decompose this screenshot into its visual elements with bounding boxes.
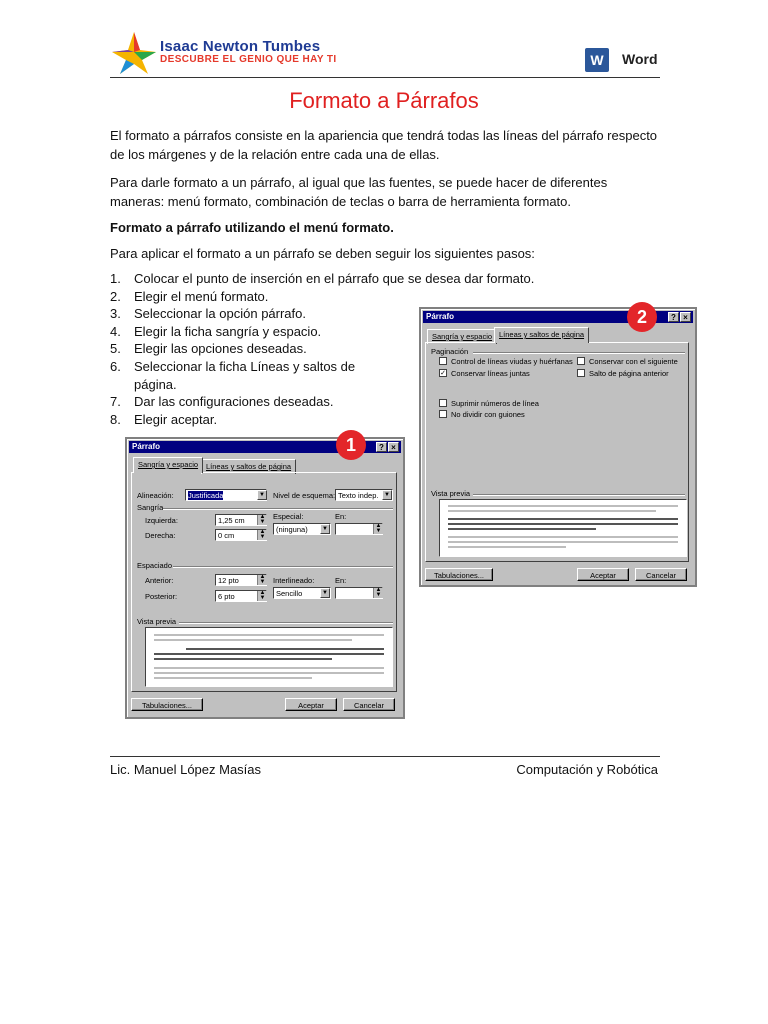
chevron-down-icon[interactable]: ▼ — [257, 490, 267, 500]
widow-control-label: Control de líneas viudas y huérfanas — [451, 357, 573, 366]
divider — [473, 352, 685, 354]
at-label: En: — [335, 576, 347, 585]
spinner-icon[interactable]: ▲ ▼ — [257, 591, 267, 601]
outline-level-select[interactable]: Texto indep. — [335, 489, 393, 501]
page-break-before-checkbox[interactable] — [577, 369, 585, 377]
cancel-button[interactable]: Cancelar — [343, 698, 395, 711]
spinner-icon[interactable]: ▲ ▼ — [257, 530, 267, 540]
list-item: 2. Elegir el menú formato. — [110, 288, 269, 304]
tab-lines-breaks[interactable]: Líneas y saltos de página — [494, 327, 589, 343]
paragraph-dialog-indent — [125, 437, 405, 719]
chevron-down-icon[interactable]: ▼ — [382, 490, 392, 500]
cancel-button[interactable]: Cancelar — [635, 568, 687, 581]
word-logo — [585, 46, 661, 74]
list-item: 6. Seleccionar la ficha Líneas y saltos de página. — [110, 358, 356, 392]
divider — [173, 566, 393, 568]
indent-group-label: Sangría — [137, 503, 164, 512]
spinner-icon[interactable]: ▲ ▼ — [257, 575, 267, 585]
chevron-down-icon[interactable]: ▼ — [320, 524, 330, 534]
keep-lines-together-label: Conservar líneas juntas — [451, 369, 530, 378]
brand-tagline: DESCUBRE EL GENIO QUE HAY TI — [160, 54, 337, 65]
pagination-group-label: Paginación — [431, 347, 469, 356]
suppress-line-numbers-label: Suprimir números de línea — [451, 399, 539, 408]
intro-paragraph: El formato a párrafos consiste en la apariencia que tendrá todas las líneas del párrafo respecto de los márgenes y de la relación entre cada una de ellas. — [110, 128, 658, 162]
list-item: 1. Colocar el punto de inserción en el párrafo que se desea dar formato. — [110, 271, 535, 286]
help-button[interactable]: ? — [376, 442, 387, 452]
dont-hyphenate-label: No dividir con guiones — [451, 410, 525, 419]
word-icon: W — [585, 48, 609, 72]
divider — [473, 494, 685, 496]
right-indent-label: Derecha: — [145, 531, 176, 540]
special-select[interactable]: (ninguna) — [273, 523, 331, 535]
before-input[interactable]: 12 pto — [215, 574, 267, 586]
preview-box — [145, 627, 393, 687]
tab-indent-spacing[interactable]: Sangría y espacio — [133, 457, 203, 473]
list-item: 7. Dar las configuraciones deseadas. — [110, 394, 334, 410]
keep-lines-together-checkbox[interactable]: ✓ — [440, 370, 446, 377]
line-spacing-label: Interlineado: — [273, 576, 315, 585]
tabs-button[interactable]: Tabulaciones... — [425, 568, 493, 581]
spinner-icon[interactable]: ▲ ▼ — [257, 515, 267, 525]
header-rule — [110, 77, 660, 78]
school-logo-icon — [110, 30, 158, 74]
before-label: Anterior: — [145, 576, 174, 585]
step-badge-1: 1 — [336, 430, 366, 460]
list-item: 5. Elegir las opciones deseadas. — [110, 341, 307, 357]
right-indent-input[interactable]: 0 cm — [215, 529, 267, 541]
dont-hyphenate-checkbox[interactable] — [439, 410, 447, 418]
methods-paragraph: Para darle formato a un párrafo, al igual que las fuentes, se puede hacer de diferentes maneras: menú formato, combinación de teclas o barra de herramienta formato. — [110, 175, 608, 209]
spacing-group-label: Espaciado — [137, 561, 173, 570]
line-spacing-select[interactable]: Sencillo — [273, 587, 331, 599]
page-break-before-label: Salto de página anterior — [589, 369, 669, 378]
footer-author: Lic. Manuel López Masías — [110, 762, 262, 777]
special-label: Especial: — [273, 512, 304, 521]
after-input[interactable]: 6 pto — [215, 590, 267, 602]
left-indent-input[interactable]: 1,25 cm — [215, 514, 267, 526]
alignment-select[interactable]: Justificada — [185, 489, 267, 501]
tab-lines-breaks[interactable]: Líneas y saltos de página — [201, 459, 296, 474]
preview-box — [439, 499, 687, 557]
preview-label: Vista previa — [137, 617, 177, 626]
alignment-label: Alineación: — [137, 491, 174, 500]
footer-course: Computación y Robótica — [516, 762, 658, 777]
after-label: Posterior: — [145, 592, 178, 601]
dialog-title-bar: Párrafo ? × — [129, 441, 401, 453]
paragraph-dialog-pagination — [419, 307, 697, 587]
page-title: Formato a Párrafos — [289, 88, 479, 113]
step-badge-2: 2 — [627, 302, 657, 332]
list-item: 4. Elegir la ficha sangría y espacio. — [110, 323, 322, 339]
outline-level-label: Nivel de esquema: — [273, 491, 336, 500]
help-button[interactable]: ? — [668, 312, 679, 322]
divider — [163, 508, 393, 510]
divider — [179, 622, 393, 624]
suppress-line-numbers-checkbox[interactable] — [439, 399, 447, 407]
preview-label: Vista previa — [431, 489, 471, 498]
dialog-title-bar: Párrafo ? × — [423, 311, 693, 323]
ok-button[interactable]: Aceptar — [577, 568, 629, 581]
subheading: Formato a párrafo utilizando el menú formato. — [110, 220, 394, 235]
footer-rule — [110, 756, 660, 757]
by-label: En: — [335, 512, 347, 521]
close-button[interactable]: × — [388, 442, 399, 452]
app-name: Word — [622, 51, 658, 67]
tab-indent-spacing[interactable]: Sangría y espacio — [427, 329, 497, 344]
left-indent-label: Izquierda: — [145, 516, 178, 525]
steps-intro: Para aplicar el formato a un párrafo se deben seguir los siguientes pasos: — [110, 246, 535, 261]
list-item: 3. Seleccionar la opción párrafo. — [110, 306, 306, 322]
spinner-icon[interactable]: ▲ ▼ — [373, 524, 383, 534]
tabs-button[interactable]: Tabulaciones... — [131, 698, 203, 711]
keep-with-next-label: Conservar con el siguiente — [589, 357, 678, 366]
brand-name: Isaac Newton Tumbes — [160, 38, 321, 55]
spinner-icon[interactable]: ▲ ▼ — [373, 588, 383, 598]
ok-button[interactable]: Aceptar — [285, 698, 337, 711]
close-button[interactable]: × — [680, 312, 691, 322]
widow-control-checkbox[interactable] — [439, 357, 447, 365]
list-item: 8. Elegir aceptar. — [110, 411, 218, 427]
keep-with-next-checkbox[interactable] — [577, 357, 585, 365]
chevron-down-icon[interactable]: ▼ — [320, 588, 330, 598]
